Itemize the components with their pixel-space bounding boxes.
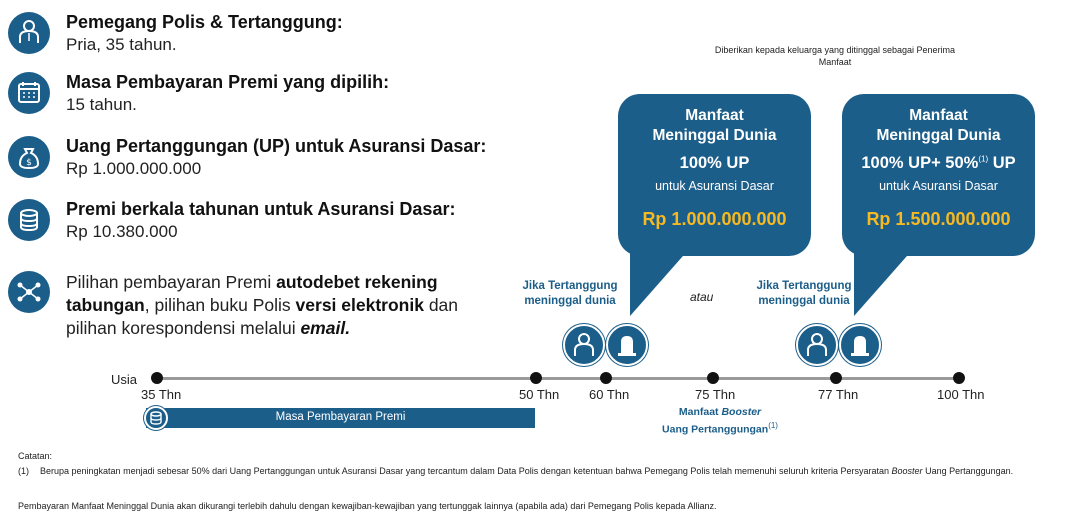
footer-disclaimer: Pembayaran Manfaat Meninggal Dunia akan dikurangi terlebih dahulu dengan kewajiban-kewajiban yang tertunggak lainnya (apabila ada) dari Pemegang Polis kepada Allianz. (18, 501, 717, 511)
person-icon (796, 324, 838, 366)
money-bag-icon (8, 136, 50, 178)
age-label: Usia (111, 372, 138, 387)
payment-period-bar (146, 408, 535, 428)
tick-label: 60 Thn (589, 387, 630, 402)
event-label-1: Jika Tertanggung meninggal dunia (522, 280, 618, 307)
bubble-amount: Rp 1.000.000.000 (642, 209, 787, 229)
tick-label: 50 Thn (519, 387, 560, 402)
note-number: (1) (18, 466, 29, 476)
tick-dot (151, 372, 163, 384)
coins-icon (144, 406, 168, 430)
person-icon (563, 324, 605, 366)
bubble-title: Manfaat Meninggal Dunia (876, 107, 1001, 144)
death-benefit-bubble-2 (842, 94, 1035, 256)
tombstone-icon (839, 324, 881, 366)
payment-period-title: Masa Pembayaran Premi yang dipilih: (66, 72, 390, 92)
sum-insured-value: Rp 1.000.000.000 (66, 159, 202, 178)
beneficiary-note: Diberikan kepada keluarga yang ditinggal sebagai Penerima Manfaat (714, 45, 956, 67)
tick-label: 75 Thn (695, 387, 736, 402)
or-text: atau (690, 290, 714, 304)
bubble-amount: Rp 1.500.000.000 (866, 209, 1011, 229)
tick-dot (530, 372, 542, 384)
person-icon (8, 12, 50, 54)
bubble-title: Manfaat Meninggal Dunia (652, 107, 777, 144)
booster-label: Manfaat Booster Uang Pertanggungan$^{(1)}$ (662, 406, 778, 436)
payment-period-bar-label: Masa Pembayaran Premi (275, 411, 406, 423)
bubble-percent: 100% UP (679, 154, 750, 172)
calendar-icon (8, 72, 50, 114)
premium-value: Rp 10.380.000 (66, 222, 178, 241)
note-text: Berupa peningkatan menjadi sebesar 50% dari Uang Pertanggungan untuk Asuransi Dasar yang tercantum dalam Data Polis dengan ketentuan bahwa Pemegang Polis telah memenuhi seluruh kriteria Persyaratan Booster Uang Pertanggungan. (40, 466, 1014, 476)
payment-period-value: 15 tahun. (66, 95, 137, 114)
premium-title: Premi berkala tahunan untuk Asuransi Dasar: (66, 199, 456, 219)
notes (18, 450, 1063, 477)
notes-heading: Catatan: (18, 451, 53, 461)
tick-dot (953, 372, 965, 384)
svg-text:$: $ (26, 158, 32, 168)
policyholder-title: Pemegang Polis & Tertanggung: (66, 12, 343, 32)
tick-label: 35 Thn (141, 387, 182, 402)
bubble-tail (620, 248, 700, 318)
policyholder-value: Pria, 35 tahun. (66, 35, 177, 54)
tick-dot (707, 372, 719, 384)
tick-dot (830, 372, 842, 384)
coins-icon (8, 199, 50, 241)
network-icon (8, 271, 50, 313)
tick-dot (600, 372, 612, 384)
tombstone-icon (606, 324, 648, 366)
sum-insured-title: Uang Pertanggungan (UP) untuk Asuransi Dasar: (66, 136, 487, 156)
bubble-subtitle: untuk Asuransi Dasar (879, 179, 998, 193)
tick-label: 77 Thn (818, 387, 859, 402)
bubble-subtitle: untuk Asuransi Dasar (655, 179, 774, 193)
death-benefit-bubble-1 (618, 94, 811, 256)
bubble-percent: 100% UP+ 50%$^{(1)}$ UP (861, 154, 1016, 172)
payment-options-text: Pilihan pembayaran Premi autodebet rekening tabungan, pilihan buku Polis versi elektronik dan pilihan korespondensi melalui email. (66, 272, 459, 338)
tick-label: 100 Thn (937, 387, 985, 402)
event-label-2: Jika Tertanggung meninggal dunia (756, 280, 852, 307)
